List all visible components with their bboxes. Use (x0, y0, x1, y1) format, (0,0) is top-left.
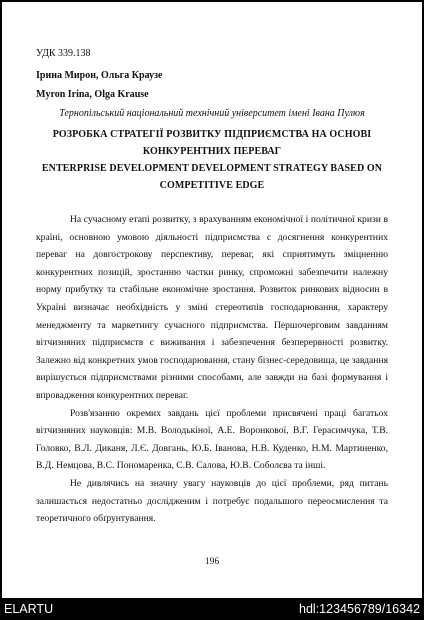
article-body (36, 47, 388, 528)
title-ukrainian: РОЗРОБКА СТРАТЕГІЇ РОЗВИТКУ ПІДПРИЄМСТВА НА ОСНОВІ КОНКУРЕНТНИХ ПЕРЕВАГ (52, 129, 372, 157)
repository-name: ELARTU (4, 602, 54, 616)
authors-english: Myron Irina, Olga Krause (36, 89, 149, 100)
paragraph-3: Не дивлячись на значну увагу науковців до цієї проблеми, ряд питань залишається недостатньо дослідженим і потребує подальшого переосмислення та теоретичного обґрунтування. (36, 477, 388, 525)
page-number: 196 (204, 557, 220, 567)
paragraph-2: Розв'язанню окремих завдань цієї проблеми присвячені праці багатьох вітчизняних науковців: М.В. Володькіної, А.Е. Воронкової, В.Г. Герасимчука, Т.В. Головко, В.Л. Диканя, Л.Є. Довгань, Ю.Б. Іванова, Н.В. Куденко, Н.М. Мартиненко, В.Д. Немцова, В.С. Пономаренка, С.В. Салова, Ю.В. Соболєва та інші. (36, 407, 388, 472)
udk-code: УДК 339.138 (36, 48, 91, 59)
handle-identifier[interactable]: hdl:123456789/16342 (299, 602, 420, 616)
repository-footer (0, 598, 424, 620)
paragraph-1: На сучасному етапі розвитку, з врахуванням економічної і політичної кризи в країні, основною умовою діяльності підприємства є досягнення конкурентних переваг на довгострокову перспективу, переваг, які сприятимуть зміцненню конкурентних позицій, зростанню частки ринку, спроможні забезпечити належну норму прибутку та стабільне економічне зростання. Розвиток ринкових відносин в Україні визначає необхідність у зміні стереотипів господарювання, характеру менеджменту та маркетингу сучасного підприємства. Першочерговим завданням вітчизняних підприємств є виживання і забезпечення безперервності розвитку. Залежно від конкретних умов господарювання, стану бізнес-середовища, це завдання вирішується підприємствами різними способами, але завжди на базі формування і впровадження конкурентних переваг. (36, 214, 388, 401)
document-page (2, 2, 422, 598)
title-english: ENTERPRISE DEVELOPMENT DEVELOPMENT STRATEGY BASED ON COMPETITIVE EDGE (41, 163, 383, 191)
authors-ukrainian: Ірина Мирон, Ольга Краузе (36, 70, 163, 81)
university-affiliation: Тернопільський національний технічний університет імені Івана Пулюя (59, 108, 365, 119)
